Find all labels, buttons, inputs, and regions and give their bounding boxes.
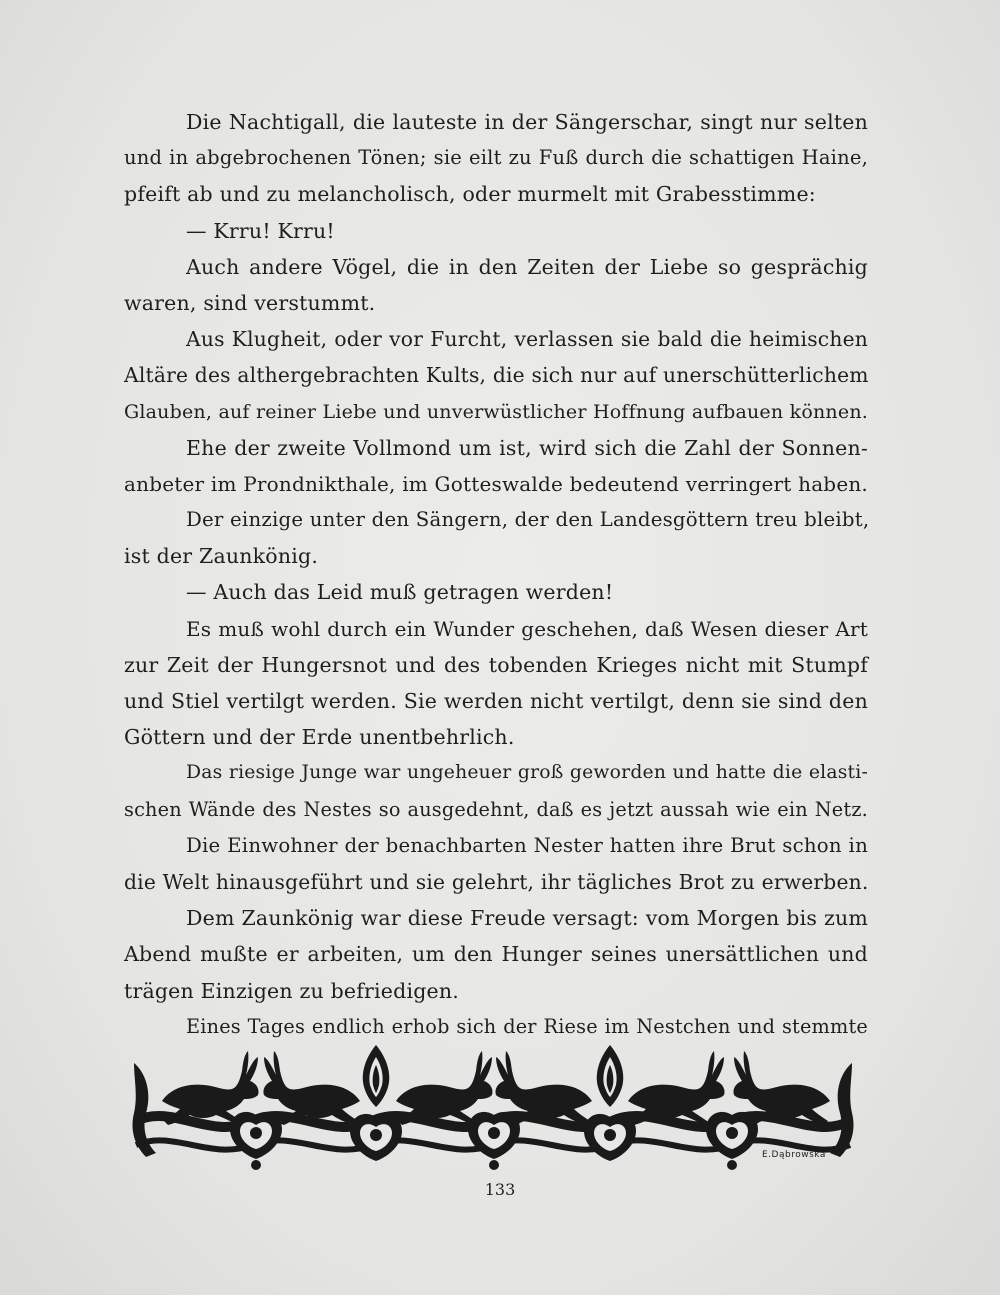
text-line: Aus Klugheit, oder vor Furcht, verlassen sie bald die heimischen bbox=[186, 327, 868, 352]
text-line: Eines Tages endlich erhob sich der Riese im Nestchen und stemmte bbox=[186, 1014, 868, 1038]
text-line: Die Nachtigall, die lauteste in der Sängerschar, singt nur selten bbox=[186, 110, 868, 134]
text-line: trägen Einzigen zu befriedigen. bbox=[124, 978, 459, 1003]
text-line: Göttern und der Erde unentbehrlich. bbox=[124, 725, 515, 750]
text-line: die Welt hinausgeführt und sie gelehrt, ihr tägliches Brot zu erwerben. bbox=[124, 869, 869, 894]
text-line: schen Wände des Nestes so ausgedehnt, daß es jetzt aussah wie ein Netz. bbox=[124, 797, 868, 821]
text-line: Abend mußte er arbeiten, um den Hunger seines unersättlichen und bbox=[124, 942, 868, 967]
text-line: — Krru! Krru! bbox=[186, 218, 335, 243]
text-line: Es muß wohl durch ein Wunder geschehen, daß Wesen dieser Art bbox=[186, 616, 868, 641]
text-line: anbeter im Prondnikthale, im Gotteswalde bedeutend verringert haben. bbox=[124, 471, 868, 496]
text-line: und in abgebrochenen Tönen; sie eilt zu Fuß durch die schattigen Haine, bbox=[124, 146, 868, 170]
text-line: Dem Zaunkönig war diese Freude versagt: vom Morgen bis zum bbox=[186, 906, 868, 931]
hare-border-ornament-icon bbox=[132, 1033, 854, 1173]
text-line: Ehe der zweite Vollmond um ist, wird sich die Zahl der Sonnen- bbox=[186, 435, 868, 460]
text-line: und Stiel vertilgt werden. Sie werden nicht vertilgt, denn sie sind den bbox=[124, 689, 868, 713]
body-text bbox=[124, 104, 868, 1045]
text-line: Glauben, auf reiner Liebe und unverwüstlicher Hoffnung aufbauen können. bbox=[124, 400, 868, 423]
text-line: Das riesige Junge war ungeheuer groß geworden und hatte die elasti- bbox=[186, 762, 868, 784]
text-line: Der einzige unter den Sängern, der den Landesgöttern treu bleibt, bbox=[186, 508, 870, 532]
text-line: pfeift ab und zu melancholisch, oder murmelt mit Grabesstimme: bbox=[124, 182, 816, 207]
text-line: Auch andere Vögel, die in den Zeiten der Liebe so gesprächig bbox=[186, 254, 868, 279]
text-line: waren, sind verstummt. bbox=[124, 290, 376, 315]
text-line: — Auch das Leid muß getragen werden! bbox=[186, 580, 614, 605]
page-number: 133 bbox=[484, 1180, 516, 1199]
text-line: ist der Zaunkönig. bbox=[124, 544, 319, 569]
text-line: zur Zeit der Hungersnot und des tobenden Krieges nicht mit Stumpf bbox=[124, 652, 868, 677]
text-line: Die Einwohner der benachbarten Nester hatten ihre Brut schon in bbox=[186, 833, 868, 857]
illustrator-signature: E.Dąbrowska bbox=[762, 1150, 826, 1160]
text-line: Altäre des althergebrachten Kults, die sich nur auf unerschütterlichem bbox=[124, 363, 869, 388]
